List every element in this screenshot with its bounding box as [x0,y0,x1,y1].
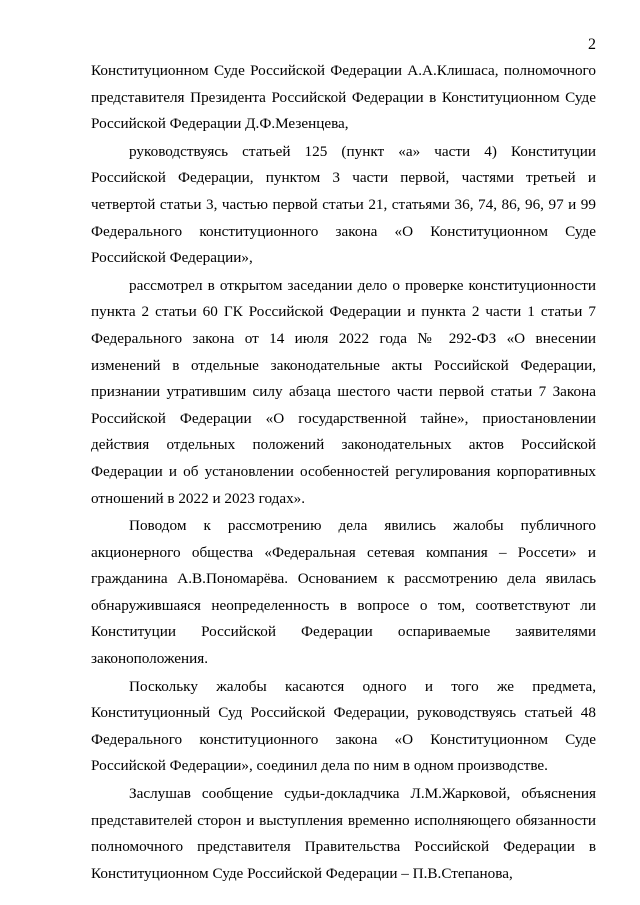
document-body [91,58,596,888]
paragraph-grounds: Поводом к рассмотрению дела явились жалобы публичного акционерного общества «Федеральная сетевая компания – Россети» и гражданина А.В.Пономарёва. Основанием к рассмотрению дела явилась обнаружившаяся неопределенность в вопросе о том, соответствуют ли Конституции Российской Федерации оспариваемые заявителями законоположения. [91,517,596,668]
paragraph-legal-basis: руководствуясь статьей 125 (пункт «а» части 4) Конституции Российской Федерации, пунктом 3 части первой, частями третьей и четвертой статьи 3, частью первой статьи 21, статьями 36, 74, 86, 96, 97 и 99 Федерального конституционного закона «О Конституционном Суде Российской Федерации», [91,142,596,267]
page-number: 2 [588,36,596,53]
paragraph-continuation: Конституционном Суде Российской Федерации А.А.Клишаса, полномочного представителя Президента Российской Федерации в Конституционном Суде Российской Федерации Д.Ф.Мезенцева, [91,62,596,133]
paragraph-case-subject: рассмотрел в открытом заседании дело о проверке конституционности пункта 2 статьи 60 ГК Российской Федерации и пункта 2 части 1 статьи 7 Федерального закона от 14 июля 2022 года № 292-ФЗ «О внесении изменений в отдельные законодательные акты Российской Федерации, признании утратившим силу абзаца шестого части первой статьи 7 Закона Российской Федерации «О государственной тайне», приостановлении действия отдельных положений законодательных актов Российской Федерации и об установлении особенностей регулирования корпоративных отношений в 2022 и 2023 годах». [91,276,596,507]
paragraph-joinder: Поскольку жалобы касаются одного и того же предмета, Конституционный Суд Российской Федерации, руководствуясь статьей 48 Федерального конституционного закона «О Конституционном Суде Российской Федерации», соединил дела по ним в одном производстве. [91,677,596,775]
paragraph-hearing: Заслушав сообщение судьи-докладчика Л.М.Жарковой, объяснения представителей сторон и выступления временно исполняющего обязанности полномочного представителя Правительства Российской Федерации в Конституционном Суде Российской Федерации – П.В.Степанова, [91,785,596,882]
